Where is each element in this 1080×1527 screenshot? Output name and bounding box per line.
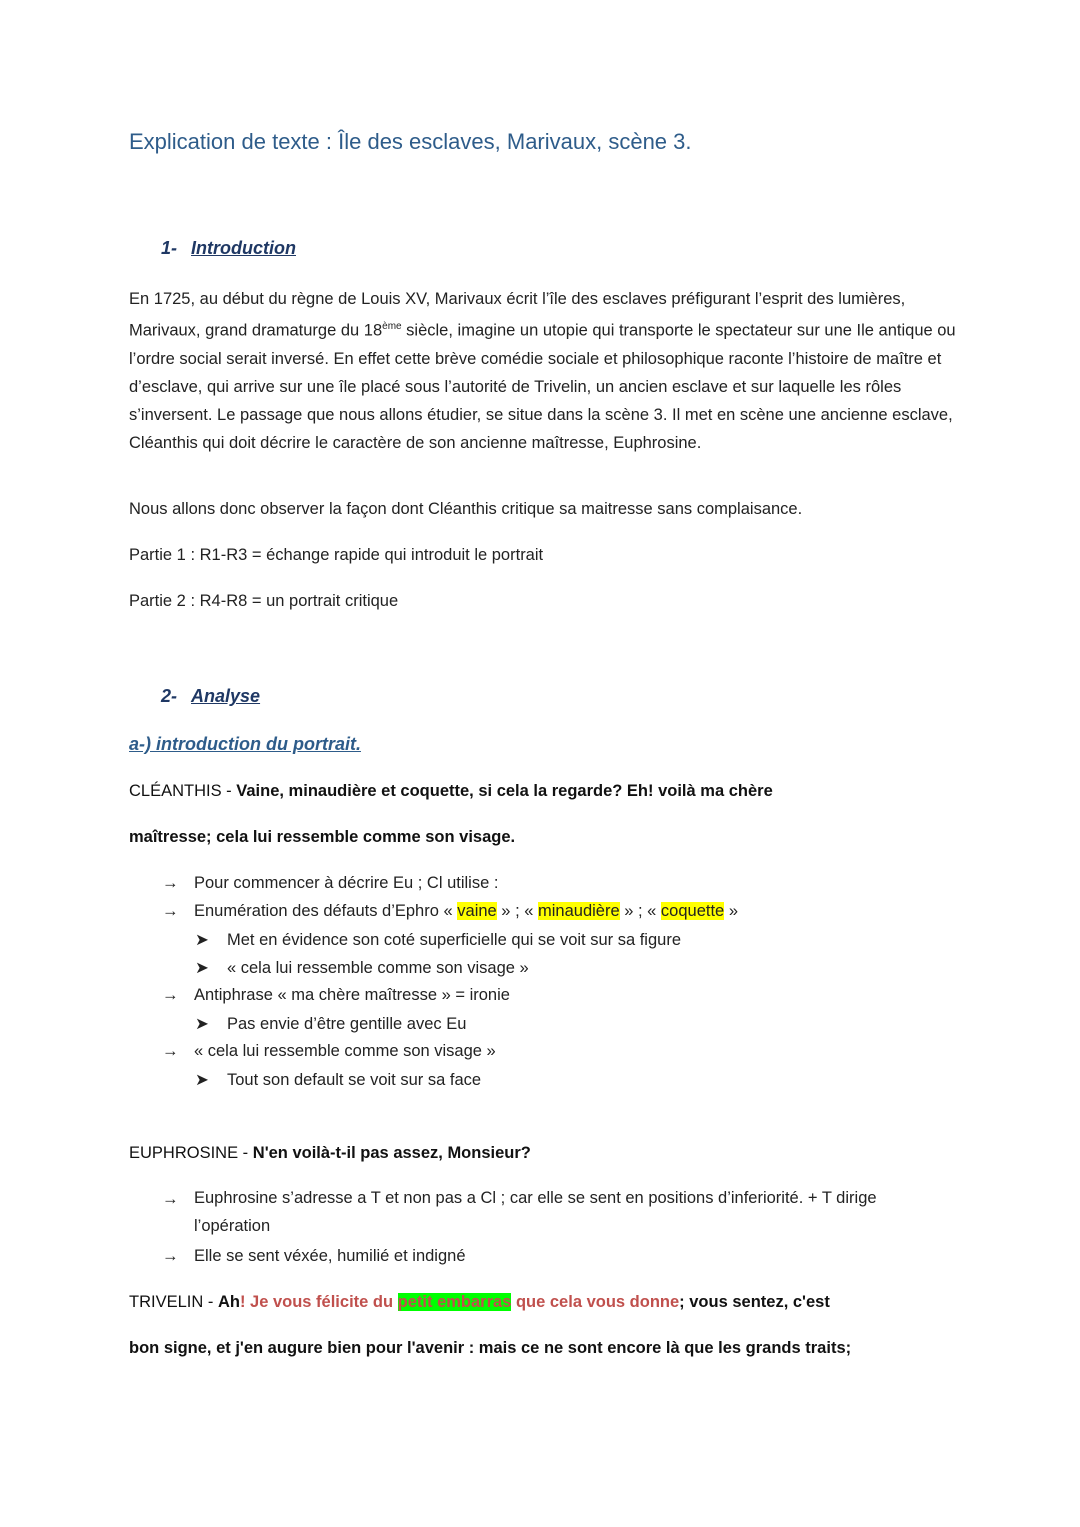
quote-trivelin-line-2: bon signe, et j'en augure bien pour l'avenir : mais ce ne sont encore là que les grands traits; bbox=[129, 1339, 852, 1357]
list-item: → Antiphrase « ma chère maîtresse » = ironie bbox=[162, 986, 510, 1004]
chevron-right-icon: ➤ bbox=[195, 959, 209, 977]
highlighted-word: coquette bbox=[660, 902, 725, 920]
chevron-right-icon: ➤ bbox=[195, 931, 209, 949]
sub-list-item: ➤ Tout son default se voit sur sa face bbox=[195, 1071, 482, 1089]
highlighted-word: vaine bbox=[457, 902, 497, 920]
list-item: → Euphrosine s’adresse a T et non pas a Cl ; car elle se sent en positions d’inferiorité. + T dirige l’opération bbox=[162, 1189, 877, 1235]
subsection-heading: a-) introduction du portrait. bbox=[129, 734, 361, 754]
quote-trivelin-line-1: TRIVELIN - Ah! Je vous félicite du petit embarras que cela vous donne; vous sentez, c'est bbox=[129, 1293, 830, 1311]
list-item: → « cela lui ressemble comme son visage » bbox=[162, 1042, 496, 1060]
document-title: Explication de texte : Île des esclaves, Marivaux, scène 3. bbox=[129, 129, 692, 154]
introduction-paragraph: En 1725, au début du règne de Louis XV, Marivaux écrit l’île des esclaves préfigurant l’esprit des lumières, Marivaux, grand dramaturge du 18ème siècle, imagine un utopie qui transporte le spectateur sur une Ile antique ou l’ordre social serait inversé. En effet cette brève comédie sociale et philosophique raconte l’histoire de maître et d’esclave, qui arrive sur une île placé sous l’autorité de Trivelin, un ancien esclave et sur laquelle les rôles s’inversent. Le passage que nous allons étudier, se situe dans la scène 3. Il met en scène une ancienne esclave, Cléanthis qui doit décrire le caractère de son ancienne maîtresse, Euphrosine. bbox=[129, 290, 956, 452]
speaker-name: TRIVELIN - bbox=[129, 1293, 218, 1311]
plan-partie-2: Partie 2 : R4-R8 = un portrait critique bbox=[129, 592, 399, 610]
sub-list-item: ➤ Met en évidence son coté superficielle qui se voit sur sa figure bbox=[195, 931, 681, 949]
chevron-right-icon: ➤ bbox=[195, 1071, 209, 1089]
section-label: Introduction bbox=[191, 238, 296, 258]
arrow-icon: → bbox=[162, 1190, 179, 1208]
section-heading-introduction bbox=[161, 238, 296, 259]
section-heading-analyse bbox=[161, 686, 260, 707]
arrow-icon: → bbox=[162, 1247, 179, 1265]
quote-euphrosine: EUPHROSINE - N'en voilà-t-il pas assez, Monsieur? bbox=[129, 1144, 531, 1162]
arrow-icon: → bbox=[162, 874, 179, 892]
highlighted-phrase: petit embarras bbox=[397, 1293, 512, 1311]
arrow-icon: → bbox=[162, 986, 179, 1004]
problematique-line: Nous allons donc observer la façon dont Cléanthis critique sa maitresse sans complaisance. bbox=[129, 500, 803, 518]
arrow-icon: → bbox=[162, 1042, 179, 1060]
quote-cleanthis-line-1: CLÉANTHIS - Vaine, minaudière et coquette, si cela la regarde? Eh! voilà ma chère bbox=[129, 782, 773, 800]
list-item: → Pour commencer à décrire Eu ; Cl utilise : bbox=[162, 874, 499, 892]
section-label: Analyse bbox=[191, 686, 261, 706]
sub-list-item: ➤ « cela lui ressemble comme son visage » bbox=[195, 959, 529, 977]
arrow-icon: → bbox=[162, 902, 179, 920]
sub-list-item: ➤ Pas envie d’être gentille avec Eu bbox=[195, 1015, 467, 1033]
chevron-right-icon: ➤ bbox=[195, 1015, 209, 1033]
quote-cleanthis-line-2: maîtresse; cela lui ressemble comme son visage. bbox=[129, 828, 516, 846]
speaker-name: CLÉANTHIS - bbox=[129, 782, 237, 800]
section-number: 1- bbox=[161, 238, 178, 258]
list-item: → Elle se sent véxée, humilié et indigné bbox=[162, 1247, 466, 1265]
highlighted-word: minaudière bbox=[538, 902, 620, 920]
section-number: 2- bbox=[161, 686, 178, 706]
plan-partie-1: Partie 1 : R1-R3 = échange rapide qui introduit le portrait bbox=[129, 546, 544, 564]
list-item: → Enumération des défauts d’Ephro « vaine » ; « minaudière » ; « coquette » bbox=[162, 902, 738, 920]
speaker-name: EUPHROSINE - bbox=[129, 1144, 253, 1162]
